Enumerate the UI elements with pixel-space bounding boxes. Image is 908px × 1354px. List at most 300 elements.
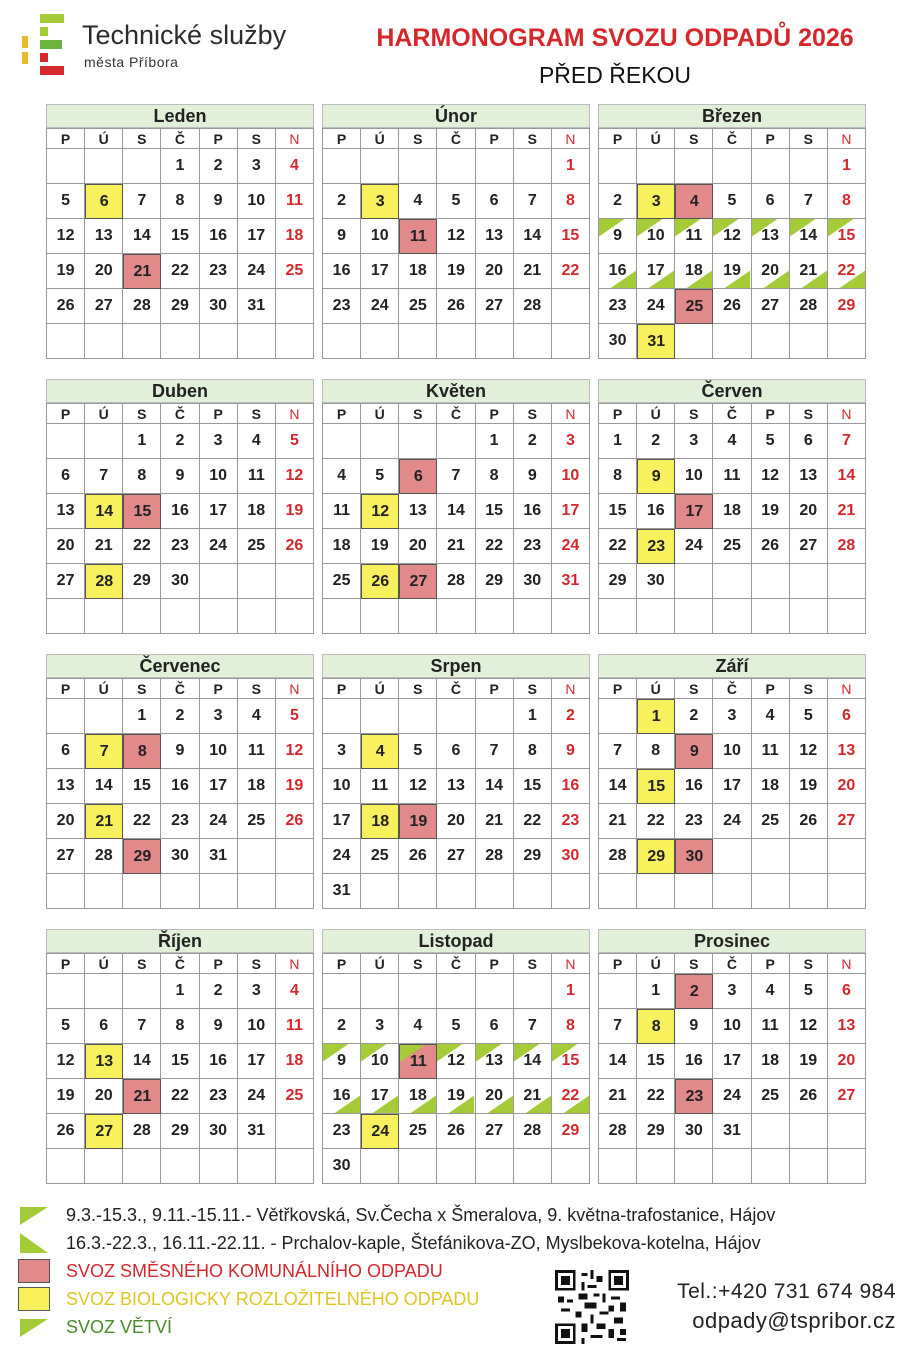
- day-cell: [476, 1079, 514, 1114]
- empty-cell: [238, 564, 276, 599]
- weekday-header: Č: [161, 404, 199, 424]
- org-sub: města Příbora: [84, 54, 179, 70]
- day-number: 22: [132, 812, 151, 829]
- day-number: 2: [613, 192, 623, 209]
- day-number: 15: [171, 1052, 189, 1069]
- contact-phone[interactable]: Tel.:+420 731 674 984: [677, 1280, 896, 1303]
- weekday-header: S: [399, 954, 437, 974]
- day-number: 5: [413, 742, 423, 759]
- day-number: 18: [247, 502, 266, 519]
- day-cell: [713, 769, 751, 804]
- page-title: HARMONOGRAM SVOZU ODPADŮ 2026: [376, 24, 854, 52]
- weekday-header: N: [828, 129, 866, 149]
- empty-cell: [323, 974, 361, 1009]
- day-number: 5: [375, 467, 385, 484]
- day-number: 6: [99, 1017, 109, 1034]
- day-number: 8: [137, 742, 147, 760]
- empty-cell: [361, 974, 399, 1009]
- weekday-header: P: [200, 679, 238, 699]
- empty-cell: [790, 324, 828, 359]
- day-cell: [828, 424, 866, 459]
- day-cell: [85, 289, 123, 324]
- day-cell: [238, 424, 276, 459]
- day-number: 18: [332, 537, 351, 554]
- day-number: 5: [765, 432, 775, 449]
- empty-cell: [85, 424, 123, 459]
- weekday-header: Ú: [637, 404, 675, 424]
- day-cell: [123, 804, 161, 839]
- weekday-header: S: [399, 129, 437, 149]
- day-number: 23: [332, 297, 351, 314]
- day-cell: [200, 529, 238, 564]
- day-cell: [399, 289, 437, 324]
- weekday-header: N: [552, 129, 590, 149]
- day-number: 21: [447, 537, 465, 554]
- day-number: 25: [247, 537, 266, 554]
- day-cell: [599, 494, 637, 529]
- day-number: 30: [523, 572, 542, 589]
- day-number: 1: [651, 707, 661, 725]
- day-cell: [476, 219, 514, 254]
- day-number: 10: [247, 1017, 266, 1034]
- day-cell: [437, 289, 475, 324]
- day-cell: [123, 699, 161, 734]
- day-cell: [361, 1009, 399, 1044]
- weekday-header: N: [276, 129, 314, 149]
- empty-cell: [399, 599, 437, 634]
- day-number: 19: [285, 777, 304, 794]
- weekday-header: S: [790, 129, 828, 149]
- empty-cell: [399, 974, 437, 1009]
- day-number: 14: [837, 467, 856, 484]
- day-cell: [161, 184, 199, 219]
- day-number: 19: [56, 1087, 75, 1104]
- day-number: 2: [689, 707, 699, 724]
- weekday-header: Č: [161, 679, 199, 699]
- day-number: 6: [765, 192, 775, 209]
- weekday-header: Č: [713, 954, 751, 974]
- day-number: 3: [251, 157, 261, 174]
- day-cell: [85, 564, 123, 599]
- day-number: 11: [761, 1017, 779, 1034]
- day-cell: [713, 699, 751, 734]
- empty-cell: [123, 324, 161, 359]
- day-number: 17: [247, 227, 266, 244]
- empty-cell: [238, 874, 276, 909]
- day-cell: [399, 494, 437, 529]
- day-number: 7: [527, 192, 537, 209]
- day-cell: [637, 254, 675, 289]
- day-number: 14: [447, 502, 465, 519]
- day-number: 5: [803, 982, 813, 999]
- empty-cell: [200, 1149, 238, 1184]
- empty-cell: [552, 324, 590, 359]
- day-cell: [552, 494, 590, 529]
- day-cell: [514, 1009, 552, 1044]
- day-cell: [361, 289, 399, 324]
- empty-cell: [200, 874, 238, 909]
- day-number: 7: [527, 1017, 537, 1034]
- day-number: 21: [799, 262, 818, 279]
- day-cell: [276, 149, 314, 184]
- day-cell: [752, 494, 790, 529]
- day-cell: [752, 699, 790, 734]
- day-cell: [437, 254, 475, 289]
- day-number: 7: [803, 192, 813, 209]
- weekday-header: P: [476, 129, 514, 149]
- empty-cell: [713, 564, 751, 599]
- empty-cell: [713, 324, 751, 359]
- day-number: 16: [209, 227, 228, 244]
- empty-cell: [85, 974, 123, 1009]
- day-number: 20: [761, 262, 780, 279]
- day-cell: [399, 804, 437, 839]
- day-cell: [161, 1009, 199, 1044]
- day-cell: [790, 804, 828, 839]
- day-number: 24: [646, 297, 665, 314]
- day-cell: [476, 769, 514, 804]
- day-cell: [552, 804, 590, 839]
- day-number: 15: [646, 1052, 665, 1069]
- month-title: Říjen: [46, 929, 314, 953]
- day-number: 20: [94, 262, 113, 279]
- day-number: 17: [723, 1052, 741, 1069]
- day-cell: [599, 1079, 637, 1114]
- weekday-header: Ú: [85, 404, 123, 424]
- empty-cell: [238, 324, 276, 359]
- day-cell: [437, 459, 475, 494]
- day-number: 19: [447, 1087, 465, 1104]
- day-number: 10: [684, 467, 703, 484]
- day-cell: [323, 184, 361, 219]
- day-cell: [47, 804, 85, 839]
- day-cell: [713, 219, 751, 254]
- day-number: 13: [447, 777, 465, 794]
- month-days: [322, 953, 590, 1184]
- day-number: 26: [723, 297, 741, 314]
- day-number: 28: [447, 572, 465, 589]
- day-cell: [323, 289, 361, 324]
- empty-cell: [514, 974, 552, 1009]
- day-cell: [752, 734, 790, 769]
- day-number: 13: [761, 227, 780, 244]
- month-days: [598, 953, 866, 1184]
- day-cell: [238, 734, 276, 769]
- day-cell: [323, 839, 361, 874]
- day-cell: [675, 769, 713, 804]
- day-number: 27: [837, 1087, 856, 1104]
- weekday-header: P: [599, 954, 637, 974]
- day-number: 22: [561, 1087, 580, 1104]
- day-cell: [790, 734, 828, 769]
- day-number: 28: [94, 847, 113, 864]
- day-number: 4: [413, 192, 423, 209]
- day-number: 18: [761, 1052, 780, 1069]
- day-number: 15: [133, 502, 152, 520]
- day-cell: [361, 184, 399, 219]
- day-cell: [713, 804, 751, 839]
- day-number: 20: [408, 537, 427, 554]
- day-number: 4: [413, 1017, 423, 1034]
- day-cell: [637, 1009, 675, 1044]
- empty-cell: [200, 324, 238, 359]
- weekday-header: P: [599, 404, 637, 424]
- day-number: 9: [213, 192, 223, 209]
- empty-cell: [47, 699, 85, 734]
- day-cell: [47, 1009, 85, 1044]
- day-cell: [599, 219, 637, 254]
- day-cell: [514, 529, 552, 564]
- day-number: 25: [408, 1122, 427, 1139]
- empty-cell: [323, 699, 361, 734]
- day-cell: [200, 699, 238, 734]
- day-number: 23: [561, 812, 580, 829]
- day-number: 14: [485, 777, 504, 794]
- day-number: 24: [561, 537, 580, 554]
- day-cell: [361, 494, 399, 529]
- day-cell: [637, 1114, 675, 1149]
- day-cell: [828, 289, 866, 324]
- weekday-header: Ú: [361, 129, 399, 149]
- day-cell: [675, 424, 713, 459]
- day-cell: [476, 184, 514, 219]
- day-cell: [437, 1114, 475, 1149]
- day-cell: [200, 219, 238, 254]
- day-cell: [675, 1009, 713, 1044]
- day-cell: [637, 494, 675, 529]
- day-number: 28: [132, 1122, 151, 1139]
- month-days: [598, 128, 866, 359]
- weekday-header: N: [276, 954, 314, 974]
- day-number: 28: [485, 847, 504, 864]
- day-cell: [238, 459, 276, 494]
- empty-cell: [675, 1149, 713, 1184]
- day-cell: [675, 974, 713, 1009]
- month-title: Únor: [322, 104, 590, 128]
- weekday-header: N: [552, 954, 590, 974]
- day-cell: [276, 974, 314, 1009]
- day-cell: [552, 1044, 590, 1079]
- day-cell: [599, 1044, 637, 1079]
- day-number: 16: [332, 262, 351, 279]
- day-cell: [514, 254, 552, 289]
- day-cell: [552, 149, 590, 184]
- empty-cell: [476, 974, 514, 1009]
- day-cell: [47, 1114, 85, 1149]
- day-cell: [238, 1079, 276, 1114]
- day-cell: [476, 459, 514, 494]
- day-number: 4: [765, 982, 775, 999]
- empty-cell: [276, 324, 314, 359]
- day-number: 24: [332, 847, 351, 864]
- day-number: 23: [209, 262, 228, 279]
- contact-email[interactable]: odpady@tspribor.cz: [692, 1308, 896, 1333]
- day-number: 29: [485, 572, 504, 589]
- day-number: 2: [651, 432, 661, 449]
- weekday-header: N: [828, 679, 866, 699]
- day-cell: [476, 839, 514, 874]
- day-cell: [599, 769, 637, 804]
- month-days: [598, 678, 866, 909]
- day-number: 8: [613, 467, 623, 484]
- day-cell: [238, 149, 276, 184]
- day-number: 1: [527, 707, 537, 724]
- day-number: 30: [209, 297, 228, 314]
- day-cell: [514, 219, 552, 254]
- day-cell: [47, 459, 85, 494]
- day-cell: [323, 1079, 361, 1114]
- empty-cell: [790, 149, 828, 184]
- day-cell: [476, 564, 514, 599]
- day-number: 2: [175, 432, 185, 449]
- day-number: 22: [171, 1087, 189, 1104]
- day-number: 13: [485, 1052, 504, 1069]
- weekday-header: Č: [437, 954, 475, 974]
- qr-code-icon[interactable]: [555, 1270, 629, 1344]
- empty-cell: [637, 599, 675, 634]
- empty-cell: [599, 974, 637, 1009]
- empty-cell: [123, 874, 161, 909]
- empty-cell: [752, 1149, 790, 1184]
- day-cell: [47, 769, 85, 804]
- day-cell: [637, 1079, 675, 1114]
- day-cell: [123, 529, 161, 564]
- weekday-header: S: [238, 404, 276, 424]
- month-title: Březen: [598, 104, 866, 128]
- day-number: 9: [175, 742, 185, 759]
- day-number: 24: [247, 1087, 266, 1104]
- branch-flag-icon: [18, 1203, 50, 1227]
- day-cell: [85, 254, 123, 289]
- day-cell: [276, 219, 314, 254]
- day-number: 13: [408, 502, 427, 519]
- day-cell: [85, 529, 123, 564]
- day-number: 29: [646, 1122, 665, 1139]
- day-cell: [276, 804, 314, 839]
- day-cell: [200, 254, 238, 289]
- day-cell: [752, 1079, 790, 1114]
- day-cell: [161, 804, 199, 839]
- day-number: 12: [447, 227, 465, 244]
- day-number: 31: [561, 572, 580, 589]
- day-number: 14: [95, 502, 114, 520]
- day-number: 25: [370, 847, 389, 864]
- day-cell: [514, 1114, 552, 1149]
- day-cell: [476, 1044, 514, 1079]
- day-number: 6: [489, 192, 499, 209]
- day-cell: [47, 1079, 85, 1114]
- day-cell: [675, 219, 713, 254]
- day-cell: [752, 974, 790, 1009]
- weekday-header: Č: [161, 954, 199, 974]
- day-cell: [437, 1009, 475, 1044]
- day-number: 10: [209, 742, 228, 759]
- day-number: 29: [608, 572, 627, 589]
- empty-cell: [161, 874, 199, 909]
- weekday-header: S: [675, 954, 713, 974]
- day-number: 28: [132, 297, 151, 314]
- day-number: 31: [647, 332, 666, 350]
- month-title: Září: [598, 654, 866, 678]
- day-cell: [200, 149, 238, 184]
- empty-cell: [675, 324, 713, 359]
- empty-cell: [790, 1149, 828, 1184]
- day-number: 3: [213, 707, 223, 724]
- day-number: 24: [723, 1087, 741, 1104]
- day-number: 11: [247, 467, 265, 484]
- day-number: 13: [485, 227, 504, 244]
- day-cell: [276, 459, 314, 494]
- empty-cell: [752, 324, 790, 359]
- day-cell: [790, 974, 828, 1009]
- day-number: 26: [799, 1087, 818, 1104]
- day-number: 16: [209, 1052, 228, 1069]
- day-number: 20: [56, 537, 75, 554]
- empty-cell: [47, 1149, 85, 1184]
- empty-cell: [47, 324, 85, 359]
- day-number: 26: [761, 537, 780, 554]
- day-cell: [675, 1079, 713, 1114]
- day-cell: [437, 804, 475, 839]
- day-cell: [599, 1009, 637, 1044]
- day-number: 13: [94, 227, 113, 244]
- day-cell: [276, 734, 314, 769]
- day-cell: [161, 1114, 199, 1149]
- empty-cell: [675, 564, 713, 599]
- day-cell: [713, 974, 751, 1009]
- empty-cell: [637, 874, 675, 909]
- weekday-header: Ú: [637, 954, 675, 974]
- day-number: 17: [646, 262, 665, 279]
- day-number: 17: [209, 502, 228, 519]
- day-number: 13: [799, 467, 818, 484]
- day-number: 23: [685, 1087, 704, 1105]
- day-number: 9: [213, 1017, 223, 1034]
- empty-cell: [552, 874, 590, 909]
- day-number: 1: [651, 982, 661, 999]
- weekday-header: P: [752, 679, 790, 699]
- day-number: 4: [251, 707, 261, 724]
- day-cell: [323, 529, 361, 564]
- month-days: [598, 403, 866, 634]
- empty-cell: [790, 564, 828, 599]
- month-days: [46, 128, 314, 359]
- empty-cell: [713, 874, 751, 909]
- weekday-header: N: [828, 954, 866, 974]
- day-cell: [361, 804, 399, 839]
- day-number: 27: [56, 847, 75, 864]
- month-title: Duben: [46, 379, 314, 403]
- day-number: 1: [175, 157, 185, 174]
- weekday-header: P: [476, 404, 514, 424]
- day-number: 7: [613, 742, 623, 759]
- weekday-header: S: [238, 954, 276, 974]
- day-cell: [675, 699, 713, 734]
- day-number: 18: [408, 262, 427, 279]
- day-number: 22: [646, 1087, 665, 1104]
- day-number: 6: [61, 467, 71, 484]
- day-cell: [399, 1079, 437, 1114]
- mixed-swatch: [18, 1259, 50, 1283]
- day-number: 31: [723, 1122, 741, 1139]
- day-cell: [713, 494, 751, 529]
- day-cell: [514, 184, 552, 219]
- day-number: 26: [447, 1122, 465, 1139]
- day-cell: [123, 424, 161, 459]
- day-number: 1: [137, 707, 147, 724]
- day-cell: [161, 289, 199, 324]
- day-number: 22: [608, 537, 627, 554]
